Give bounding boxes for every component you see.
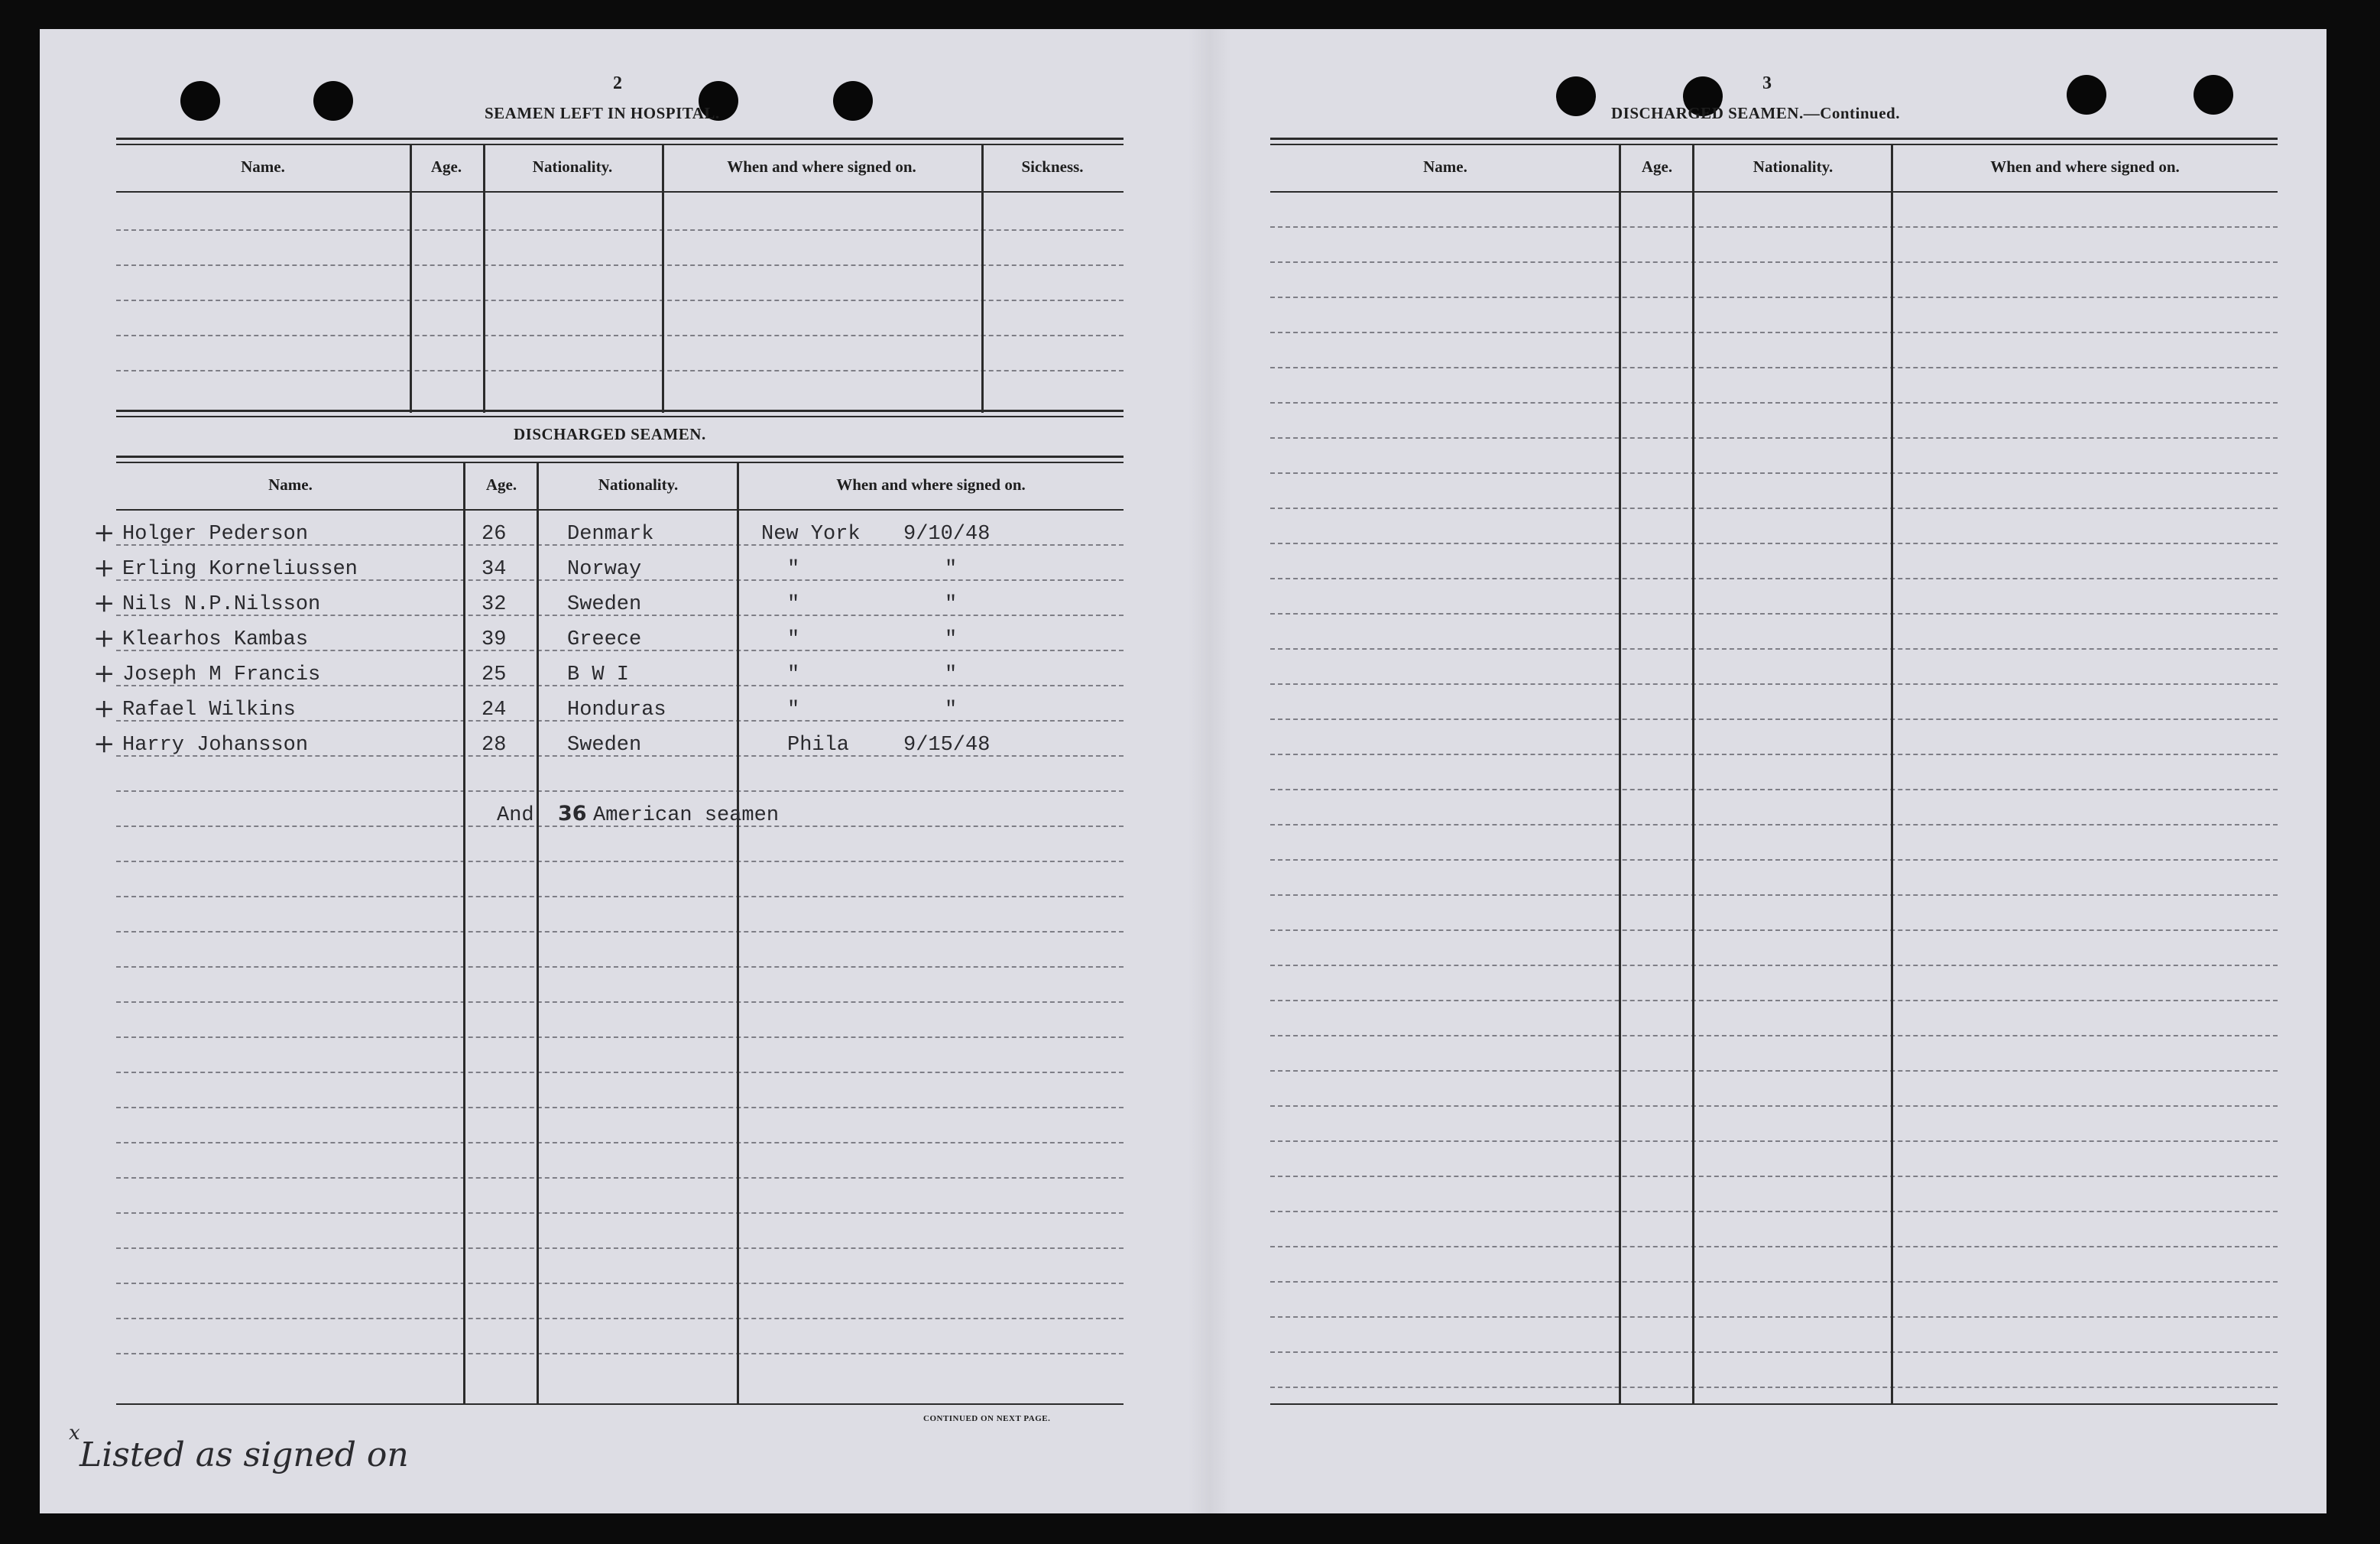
row-line — [116, 966, 1124, 968]
column-divider — [463, 463, 465, 1403]
row-line — [1270, 1246, 2278, 1247]
seaman-signed-place: Phila — [787, 734, 850, 757]
row-line — [1270, 367, 2278, 368]
rule — [1270, 1403, 2278, 1405]
rule — [116, 456, 1124, 458]
row-line — [116, 1212, 1124, 1214]
seaman-name: Nils N.P.Nilsson — [122, 593, 321, 616]
column-header: Sickness. — [1021, 157, 1084, 176]
row-line — [116, 1247, 1124, 1249]
signed-on-mark: + — [93, 623, 115, 654]
column-divider — [1692, 145, 1694, 1403]
binder-hole — [833, 81, 873, 121]
row-line — [1270, 578, 2278, 579]
signed-on-mark: + — [93, 658, 115, 689]
row-line — [1270, 1281, 2278, 1283]
summary-count: 36 — [558, 802, 587, 826]
seaman-age: 24 — [482, 699, 507, 722]
seaman-nationality: Greece — [567, 628, 642, 651]
rule — [116, 144, 1124, 145]
column-header: When and where signed on. — [836, 475, 1026, 494]
column-divider — [483, 145, 485, 413]
column-header: When and where signed on. — [727, 157, 916, 176]
summary-and: And — [497, 804, 534, 827]
row-line — [1270, 226, 2278, 228]
handwritten-footnote: Listed as signed on — [79, 1435, 409, 1474]
column-divider — [410, 145, 412, 413]
row-line — [1270, 261, 2278, 263]
seaman-signed-place: " — [787, 663, 800, 686]
column-header: Age. — [485, 475, 517, 494]
rule — [116, 509, 1124, 511]
rule — [1270, 191, 2278, 193]
rule — [1270, 138, 2278, 140]
rule — [116, 416, 1124, 417]
column-divider — [1891, 145, 1893, 1403]
column-divider — [737, 463, 739, 1403]
column-divider — [537, 463, 539, 1403]
row-line — [1270, 437, 2278, 439]
seaman-nationality: B W I — [567, 663, 630, 686]
seaman-signed-date: " — [945, 628, 958, 651]
seaman-name: Harry Johansson — [122, 734, 309, 757]
seaman-signed-date: " — [945, 558, 958, 581]
row-line — [116, 1072, 1124, 1073]
seaman-signed-date: " — [945, 593, 958, 616]
binder-hole — [2067, 75, 2106, 115]
page-fold — [1188, 29, 1231, 1513]
seaman-name: Joseph M Francis — [122, 663, 321, 686]
row-line — [116, 1107, 1124, 1108]
row-line — [116, 1318, 1124, 1319]
seaman-nationality: Sweden — [567, 734, 642, 757]
binder-hole — [1556, 76, 1596, 116]
row-line — [1270, 1387, 2278, 1388]
continued-note: CONTINUED ON NEXT PAGE. — [923, 1414, 1051, 1423]
row-line — [1270, 472, 2278, 474]
column-header: Age. — [1641, 157, 1673, 176]
row-line — [1270, 683, 2278, 685]
seaman-age: 34 — [482, 558, 507, 581]
row-line — [116, 335, 1124, 336]
row-line — [116, 229, 1124, 231]
rule — [116, 410, 1124, 412]
column-header: Nationality. — [1753, 157, 1834, 176]
row-line — [1270, 965, 2278, 966]
page-number-right: 3 — [1762, 73, 1772, 93]
column-header: Name. — [268, 475, 313, 494]
rule — [116, 138, 1124, 140]
row-line — [1270, 824, 2278, 826]
signed-on-mark: + — [93, 588, 115, 618]
seaman-age: 32 — [482, 593, 507, 616]
row-line — [1270, 648, 2278, 650]
row-line — [116, 896, 1124, 897]
seaman-name: Rafael Wilkins — [122, 699, 296, 722]
summary-text: American seamen — [593, 804, 780, 827]
signed-on-mark: + — [93, 728, 115, 759]
page-number-left: 2 — [613, 73, 622, 93]
rule — [116, 462, 1124, 463]
row-line — [1270, 894, 2278, 896]
document-page — [40, 29, 2326, 1513]
row-line — [1270, 1000, 2278, 1001]
row-line — [1270, 402, 2278, 404]
seaman-name: Holger Pederson — [122, 523, 309, 546]
seaman-signed-date: 9/15/48 — [903, 734, 991, 757]
seaman-signed-date: " — [945, 663, 958, 686]
seaman-signed-place: New York — [761, 523, 861, 546]
column-divider — [662, 145, 664, 413]
seaman-age: 28 — [482, 734, 507, 757]
column-header: Nationality. — [598, 475, 679, 494]
row-line — [116, 264, 1124, 266]
discharged-section-title: DISCHARGED SEAMEN. — [514, 425, 706, 443]
row-line — [1270, 613, 2278, 615]
row-line — [1270, 508, 2278, 509]
seaman-signed-place: " — [787, 593, 800, 616]
seaman-signed-place: " — [787, 558, 800, 581]
seaman-nationality: Honduras — [567, 699, 666, 722]
footnote-mark: x — [69, 1422, 80, 1445]
signed-on-mark: + — [93, 553, 115, 583]
row-line — [116, 861, 1124, 862]
seaman-nationality: Norway — [567, 558, 642, 581]
row-line — [116, 1177, 1124, 1179]
seaman-age: 26 — [482, 523, 507, 546]
row-line — [116, 1036, 1124, 1038]
row-line — [1270, 1035, 2278, 1036]
row-line — [1270, 1140, 2278, 1142]
rule — [1270, 144, 2278, 145]
column-header: Nationality. — [532, 157, 613, 176]
column-header: When and where signed on. — [1990, 157, 2180, 176]
binder-hole — [313, 81, 353, 121]
row-line — [1270, 1070, 2278, 1072]
seaman-name: Klearhos Kambas — [122, 628, 309, 651]
seaman-signed-place: " — [787, 628, 800, 651]
column-header: Name. — [1423, 157, 1467, 176]
row-line — [1270, 297, 2278, 298]
row-line — [1270, 1176, 2278, 1177]
seaman-nationality: Sweden — [567, 593, 642, 616]
row-line — [116, 300, 1124, 301]
seaman-name: Erling Korneliussen — [122, 558, 358, 581]
row-line — [1270, 789, 2278, 790]
row-line — [1270, 929, 2278, 931]
row-line — [1270, 754, 2278, 755]
row-line — [1270, 1105, 2278, 1107]
seaman-age: 39 — [482, 628, 507, 651]
row-line — [116, 1353, 1124, 1354]
row-line — [116, 790, 1124, 792]
row-line — [116, 1283, 1124, 1284]
seaman-nationality: Denmark — [567, 523, 654, 546]
row-line — [1270, 1211, 2278, 1212]
column-header: Age. — [430, 157, 462, 176]
row-line — [1270, 332, 2278, 333]
rule — [116, 1403, 1124, 1405]
row-line — [1270, 1351, 2278, 1353]
row-line — [116, 931, 1124, 933]
hospital-section-title: SEAMEN LEFT IN HOSPITAL. — [485, 104, 720, 122]
binder-hole — [180, 81, 220, 121]
row-line — [116, 1142, 1124, 1143]
seaman-age: 25 — [482, 663, 507, 686]
column-divider — [981, 145, 984, 413]
binder-hole — [2194, 75, 2233, 115]
rule — [116, 191, 1124, 193]
signed-on-mark: + — [93, 693, 115, 724]
seaman-signed-date: " — [945, 699, 958, 722]
seaman-signed-place: " — [787, 699, 800, 722]
row-line — [1270, 543, 2278, 544]
column-divider — [1619, 145, 1621, 1403]
right-section-title: DISCHARGED SEAMEN.—Continued. — [1611, 104, 1900, 122]
column-header: Name. — [241, 157, 285, 176]
row-line — [1270, 859, 2278, 861]
signed-on-mark: + — [93, 517, 115, 548]
row-line — [116, 1001, 1124, 1003]
seaman-signed-date: 9/10/48 — [903, 523, 991, 546]
row-line — [116, 370, 1124, 371]
row-line — [1270, 1316, 2278, 1318]
row-line — [1270, 718, 2278, 720]
